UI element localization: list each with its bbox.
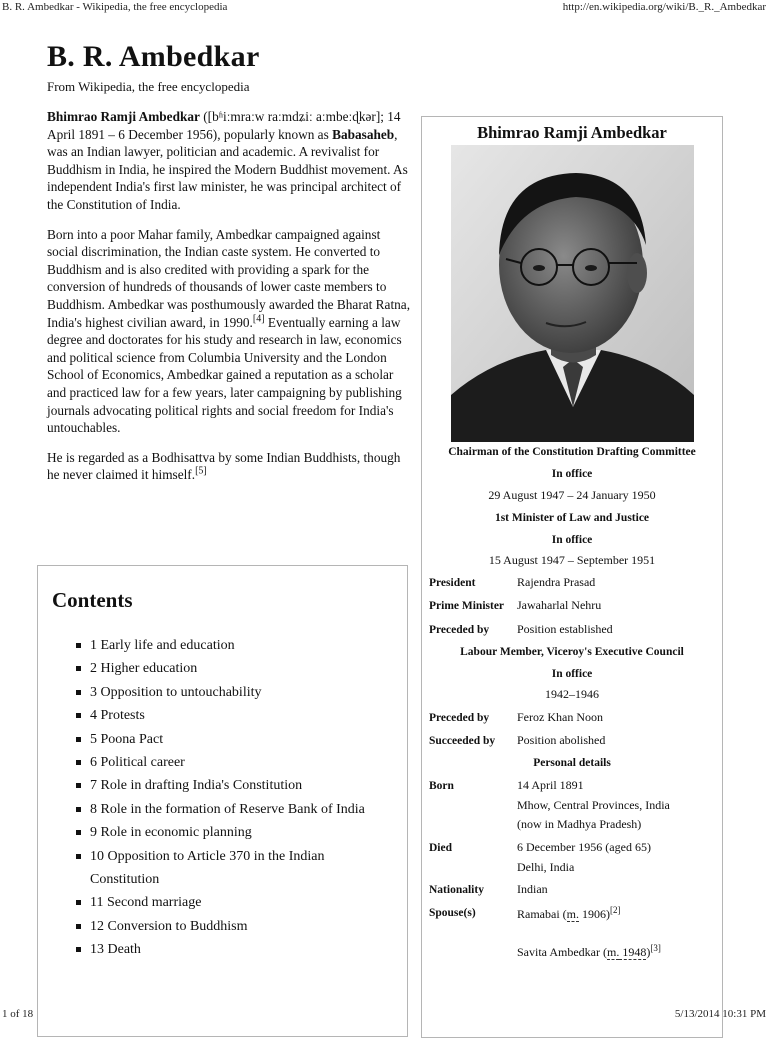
page-title: B. R. Ambedkar [47, 40, 260, 73]
toc-item[interactable]: 8 Role in the formation of Reserve Bank of India [76, 798, 396, 821]
born-place-now: (now in Madhya Pradesh) [517, 817, 642, 831]
toc-item[interactable]: 10 Opposition to Article 370 in the Indian Constitution [76, 845, 396, 892]
died-label: Died [429, 842, 452, 854]
died-date: 6 December 1956 (aged 65) [517, 840, 651, 854]
bodhisattva-paragraph [47, 449, 412, 484]
toc-item[interactable]: 4 Protests [76, 704, 396, 727]
succeeded-by-value: Position abolished [517, 733, 606, 747]
toc-item[interactable]: 9 Role in economic planning [76, 821, 396, 844]
married-abbr: m. [566, 907, 579, 921]
office-title[interactable]: Chairman of the Constitution Drafting Committee [448, 446, 696, 458]
citation-link[interactable]: [2] [610, 905, 621, 915]
office-dates: 1942–1946 [545, 687, 599, 701]
nationality-value: Indian [517, 882, 548, 896]
citation-link[interactable]: [5] [195, 465, 207, 477]
prime-minister-label: Prime Minister [429, 600, 505, 612]
article-body [47, 108, 412, 496]
toc-item[interactable]: 2 Higher education [76, 657, 396, 680]
born-place[interactable]: Mhow, Central Provinces, India [517, 797, 670, 812]
para2-text-a: Born into a poor Mahar family, Ambedkar campaigned against social discrimination, the Indian caste system. He converted to Buddhism and is also credited with providing a spark for the conversion of hundreds of thousands of lower caste members to Buddhism. Ambedkar was posthumously awarded the Bharat Ratna, India's highest civilian award, in 1990. [47, 226, 411, 330]
para3-text: He is regarded as a Bodhisattva by some Indian Buddhists, though he never claimed it himself. [47, 449, 401, 483]
pronunciation-and-dates: ([bʱiːmraːw raːmdʑiː aːmbeːɖkər]; 14 April 1891 – 6 December 1956), popularly known as [47, 109, 401, 142]
print-header [0, 0, 768, 16]
in-office-label: In office [551, 468, 593, 480]
citation-link[interactable]: [4] [252, 313, 265, 325]
toc-item[interactable]: 1 Early life and education [76, 634, 396, 657]
in-office-label: In office [551, 534, 593, 546]
spouse-2-close: ) [646, 945, 651, 959]
preceded-by-value: Position established [517, 622, 613, 636]
born-value [517, 776, 670, 835]
toc-item[interactable]: 13 Death [76, 938, 396, 961]
infobox-name: Bhimrao Ramji Ambedkar [477, 123, 667, 142]
spouse-1-year: 1906) [579, 907, 610, 921]
table-of-contents [37, 565, 408, 1037]
preceded-by-label: Preceded by [429, 712, 490, 724]
spouse-1 [517, 905, 621, 925]
print-header-url[interactable]: http://en.wikipedia.org/wiki/B._R._Ambedkar [562, 1, 766, 13]
toc-title: Contents [52, 588, 133, 612]
in-office-label: In office [551, 668, 593, 680]
subject-name: Bhimrao Ramji Ambedkar [47, 109, 200, 124]
portrait-image [451, 145, 694, 442]
page-counter: 1 of 18 [2, 1008, 34, 1020]
intro-paragraph [47, 108, 412, 214]
born-date: 14 April 1891 [517, 778, 584, 792]
prime-minister-value[interactable]: Jawaharlal Nehru [517, 598, 602, 612]
print-header-title: B. R. Ambedkar - Wikipedia, the free encyclopedia [2, 1, 228, 13]
nationality-label: Nationality [429, 884, 484, 896]
office-title[interactable]: Labour Member, Viceroy's Executive Council [460, 646, 684, 658]
office-title[interactable]: 1st Minister of Law and Justice [494, 512, 650, 524]
site-tagline: From Wikipedia, the free encyclopedia [47, 79, 250, 94]
born-label: Born [429, 780, 454, 792]
office-dates: 29 August 1947 – 24 January 1950 [488, 488, 656, 502]
died-value [517, 838, 651, 877]
toc-item[interactable]: 5 Poona Pact [76, 728, 396, 751]
personal-details-heading: Personal details [533, 757, 611, 769]
spouses-label: Spouse(s) [429, 907, 476, 919]
toc-item[interactable]: 7 Role in drafting India's Constitution [76, 774, 396, 797]
preceded-by-label: Preceded by [429, 624, 490, 636]
married-abbr: m. [606, 945, 620, 959]
para2-text-b: Eventually earning a law degree and doctorates for his study and research in law, economics and political science from Columbia University and the London School of Economics, Ambedkar gained a reputation as a scholar and practiced law for a few years, later campaigning by publishing journals advocating political rights and social freedom for India's untouchables. [47, 314, 402, 436]
office-dates: 15 August 1947 – September 1951 [488, 553, 656, 567]
print-footer [0, 1006, 768, 1024]
toc-item[interactable]: 3 Opposition to untouchability [76, 681, 396, 704]
intro-rest: , was an Indian lawyer, politician and academic. A revivalist for Buddhism in India, he inspired the Modern Buddhist movement. As independent India's first law minister, he was principal architect of the Constitution of India. [47, 126, 408, 212]
portrait-photo[interactable] [451, 145, 694, 442]
print-timestamp: 5/13/2014 10:31 PM [674, 1008, 766, 1020]
president-value[interactable]: Rajendra Prasad [517, 575, 596, 589]
subject-alias: Babasaheb [332, 126, 395, 142]
infobox [421, 116, 723, 1038]
spouse-2-name: Savita Ambedkar ( [517, 945, 607, 959]
toc-item[interactable]: 12 Conversion to Buddhism [76, 915, 396, 938]
preceded-by-value[interactable]: Feroz Khan Noon [517, 710, 603, 724]
died-place[interactable]: Delhi, India [517, 859, 575, 874]
spouse-1-name: Ramabai ( [517, 907, 567, 921]
president-label: President [429, 577, 476, 589]
spouse-2-year: 1948 [619, 945, 647, 959]
spouse-2 [517, 943, 661, 963]
early-life-summary-paragraph [47, 226, 412, 437]
toc-item[interactable]: 6 Political career [76, 751, 396, 774]
citation-link[interactable]: [3] [650, 943, 661, 953]
succeeded-by-label: Succeeded by [429, 735, 496, 747]
toc-item[interactable]: 11 Second marriage [76, 891, 396, 914]
toc-list [76, 634, 396, 962]
